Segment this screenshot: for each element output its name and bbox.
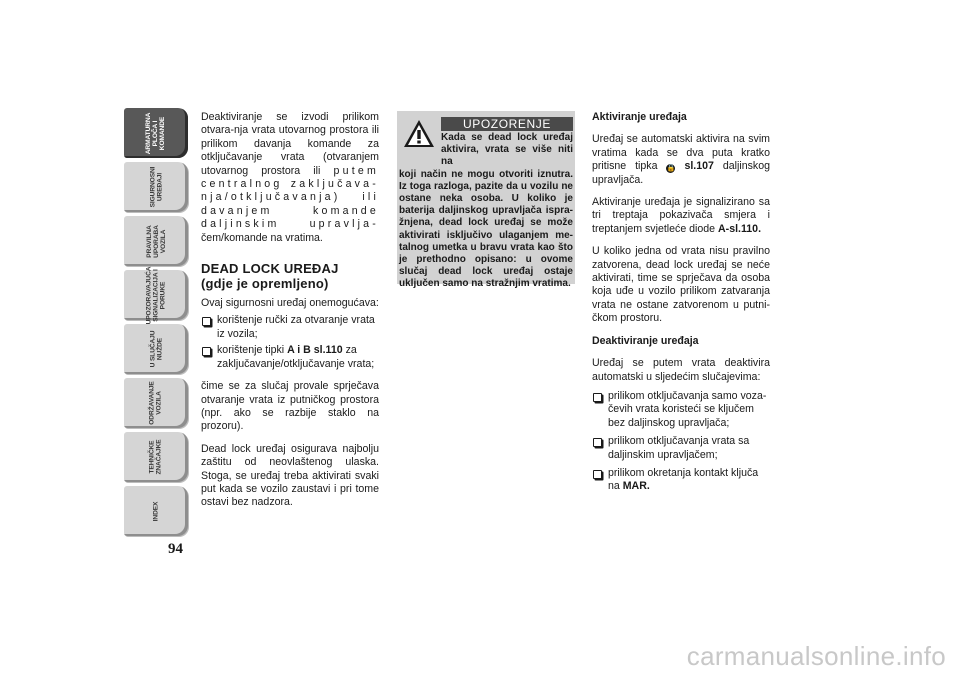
intro-text-a: Deaktiviranje se izvodi prilikom otvara-nja vrata utovarnog prostora ili prilikom davanja komande za otključavanje vrata (otvaranjem utovarnog prostora ili	[201, 111, 379, 177]
warning-box	[397, 111, 575, 290]
activation-paragraph	[592, 133, 770, 187]
list-item: prilikom otključavanja samo voza-čevih vrata koristeći se ključem bez daljinskog upravljača;	[592, 390, 770, 430]
section-heading	[201, 261, 379, 291]
deactivation-list	[592, 390, 770, 494]
intro-paragraph	[201, 111, 379, 245]
disables-intro: Ovaj sigurnosni uređaj onemogućava:	[201, 297, 379, 310]
chapter-tabs	[124, 108, 188, 540]
warning-text-rest: koji način ne mogu otvoriti iznutra. Iz toga razloga, pazite da u vozilu ne ostane neka osoba. U koliko je baterija daljinskog upravljača ispra-žnjena, dead lock uređaj se može aktivirati isključivo ulaganjem me-talnog umetka u bravu vrata kao što je prethodno opisano: u ovome slučaj dead lock uređaj ostaje uključen samo na stražnjim vratima.	[399, 168, 573, 290]
intro-text-b: putem centralnog zaključava-nja/otključavanja) ili davanjem komande daljinskim upravlja-	[201, 164, 379, 231]
tab-label: U SLUČAJU NUŽDE	[149, 330, 163, 368]
tab-armaturna-ploca[interactable]	[124, 108, 188, 158]
key-position: MAR.	[622, 480, 650, 493]
page-number: 94	[168, 541, 183, 557]
activation-heading: Aktiviranje uređaja	[592, 111, 687, 123]
tab-index[interactable]	[124, 486, 188, 536]
signal-paragraph	[592, 196, 770, 236]
door-closed-paragraph: U koliko jedna od vrata nisu pravilno zatvorena, dead lock uređaj se neće aktivirati, time se sprječava da osoba koja uđe u vozilo prilikom zatvaranja vrata ne ostane zatvorenom u putni-čkom prostoru.	[592, 245, 770, 325]
tab-label: INDEX	[152, 501, 160, 521]
watermark: carmanualsonline.info	[686, 641, 946, 671]
tab-label: ARMATURNA PLOČA I KOMANDE	[145, 112, 167, 154]
tab-label: UPOZORAVAJUĆA SIGNALIZACIJA I PORUKE	[145, 266, 167, 324]
heading-line-2: (gdje je opremljeno)	[201, 276, 329, 292]
column-left	[201, 111, 379, 519]
tab-label: SIGURNOSNI UREĐAJI	[148, 166, 163, 208]
warning-title: UPOZORENJE	[441, 117, 573, 131]
list-item-text: prilikom okretanja kontakt ključa na	[608, 466, 759, 493]
tab-upozoravajuca-signalizacija[interactable]	[124, 266, 188, 324]
list-item: korištenje ručki za otvaranje vrata iz vozila;	[201, 314, 379, 341]
tab-pravilna-uporaba[interactable]	[124, 216, 188, 266]
figure-reference: A i B sl.110	[287, 344, 343, 357]
tab-odrzavanje-vozila[interactable]	[124, 378, 188, 428]
disables-list	[201, 314, 379, 371]
tab-sigurnosni-uredaji[interactable]	[124, 162, 188, 212]
list-item	[592, 467, 770, 494]
theft-paragraph: čime se za slučaj provale sprječava otvaranje vrata iz putničkog prostora (npr. ako se razbije staklo na prozoru).	[201, 380, 379, 433]
deactivation-intro: Uređaj se putem vrata deaktivira automatski u sljedećim slučajevima:	[592, 357, 770, 383]
tab-tehnicke-znacajke[interactable]	[124, 432, 188, 482]
paragraph-text: Aktiviranje uređaja je signalizirano sa tri treptaja pokazivača smjera i treptanjem svjetleće diode	[592, 196, 770, 235]
tab-u-slucaju-nuzde[interactable]	[124, 324, 188, 374]
protection-paragraph: Dead lock uređaj osigurava najbolju zaštitu od neovlaštenog ulaska. Stoga, se uređaj treba aktivirati svaki put kada se vozilo zaustavi i pri tome ostavi bez nadzora.	[201, 442, 379, 509]
intro-text-c: čem/komande na vratima.	[201, 231, 323, 244]
tab-label: ODRŽAVANJE VOZILA	[148, 381, 163, 425]
lock-button-icon: 🔒	[666, 165, 676, 173]
warning-text	[399, 132, 573, 291]
deactivation-heading: Deaktiviranje uređaja	[592, 334, 699, 347]
paragraph-text: daljinskog upravljača.	[592, 160, 770, 186]
list-item: prilikom otključavanja vrata sa daljinskim upravljačem;	[592, 435, 770, 462]
heading-line-1: DEAD LOCK UREĐAJ	[201, 261, 339, 277]
tab-label: PRAVILNA UPORABA VOZILA	[145, 224, 167, 258]
list-item	[201, 344, 379, 371]
column-right	[592, 111, 770, 503]
paragraph-text: Uređaj se automatski aktivira na svim vratima kada se dva puta kratko pritisne tipka	[592, 133, 770, 173]
tab-label: TEHNIČKE ZNAČAJKE	[148, 439, 163, 475]
warning-text-first: Kada se dead lock uređaj aktivira, vrata se više niti na	[441, 132, 573, 168]
figure-reference: A-sl.110.	[718, 222, 762, 235]
figure-reference: sl.107	[684, 160, 714, 173]
list-item-text: korištenje tipki	[217, 344, 288, 357]
list-item-text: za zaključavanje/otključavanje vrata;	[217, 344, 375, 370]
